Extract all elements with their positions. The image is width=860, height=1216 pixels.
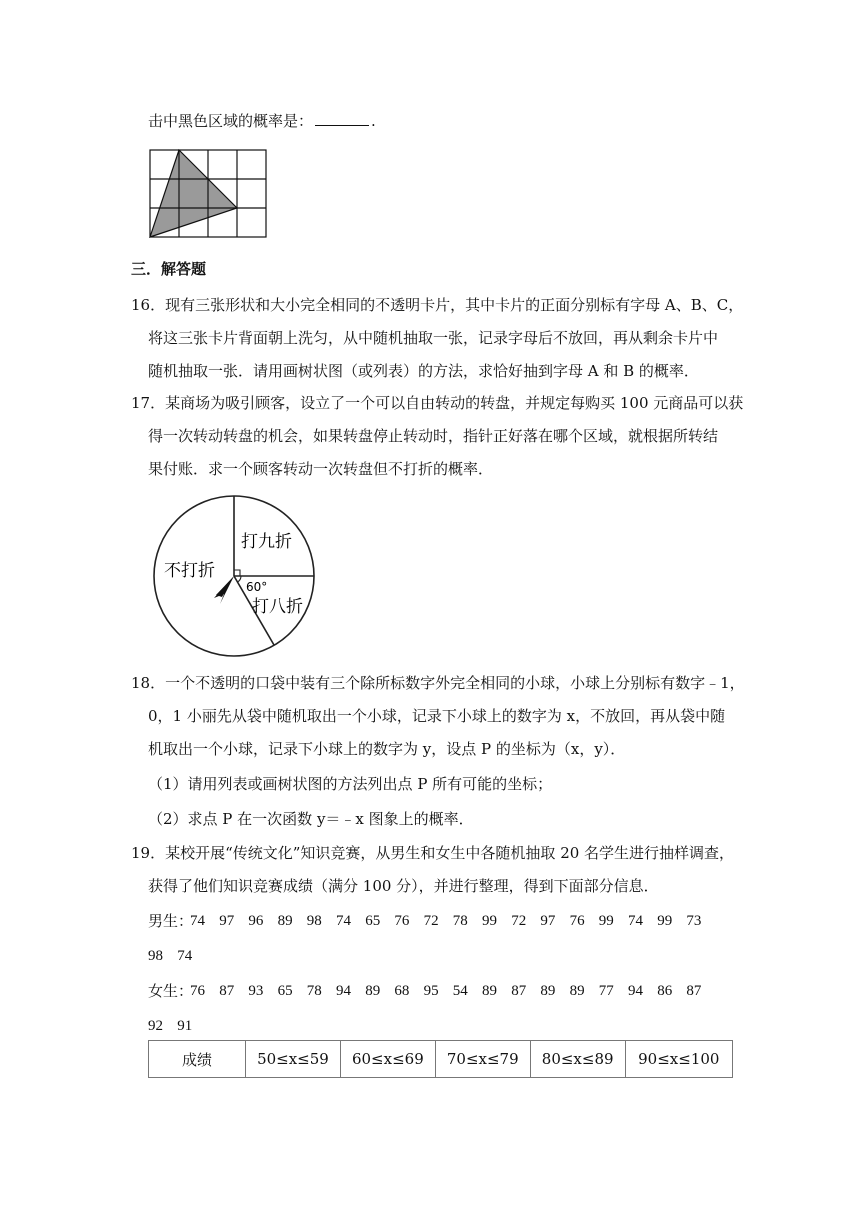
q17-line-1: 17．某商场为吸引顾客，设立了一个可以自由转动的转盘，并规定每购买 100 元商品可以获 (131, 394, 744, 412)
score-value: 74 (190, 913, 205, 929)
score-value: 89 (569, 983, 585, 999)
score-value: 76 (569, 913, 585, 929)
score-value: 86 (657, 983, 673, 999)
score-value: 94 (336, 983, 351, 999)
table-row (149, 1041, 733, 1078)
score-value: 89 (482, 983, 497, 999)
score-value: 87 (686, 983, 702, 999)
score-value: 99 (482, 913, 497, 929)
girls-label: 女生： (148, 982, 194, 1000)
score-value: 73 (686, 913, 702, 929)
score-value: 72 (511, 913, 527, 929)
score-value: 74 (177, 948, 193, 964)
score-value: 74 (336, 913, 351, 929)
q19-line-2: 获得了他们知识竞赛成绩（满分 100 分），并进行整理，得到下面部分信息． (148, 877, 659, 895)
score-value: 96 (248, 913, 264, 929)
boys-label: 男生： (148, 912, 194, 930)
table-header-cell: 成绩 (149, 1041, 246, 1078)
table-header-cell: 50≤x≤59 (246, 1041, 341, 1078)
score-value: 78 (306, 983, 322, 999)
score-value: 76 (190, 983, 205, 999)
table-header-cell: 60≤x≤69 (340, 1041, 435, 1078)
score-value: 76 (394, 913, 410, 929)
q15-text: 击中黑色区域的概率是： (148, 112, 314, 130)
score-value: 99 (657, 913, 673, 929)
score-value: 94 (628, 983, 643, 999)
q15-end: . (371, 112, 376, 130)
score-value: 89 (365, 983, 381, 999)
score-value: 89 (540, 983, 556, 999)
score-value: 99 (598, 913, 614, 929)
q16-line-1: 16．现有三张形状和大小完全相同的不透明卡片，其中卡片的正面分别标有字母 A、B、C， (131, 296, 744, 314)
table-header-cell: 70≤x≤79 (435, 1041, 530, 1078)
grid-triangle-figure (148, 148, 270, 240)
table-header-cell: 80≤x≤89 (530, 1041, 625, 1078)
label-angle: 60° (246, 580, 268, 594)
score-value: 95 (423, 983, 439, 999)
score-value: 68 (394, 983, 410, 999)
q17-line-3: 果付账．求一个顾客转动一次转盘但不打折的概率． (148, 460, 494, 478)
score-value: 98 (148, 948, 163, 964)
score-value: 87 (219, 983, 235, 999)
section-heading: 三．解答题 (131, 260, 207, 278)
score-value: 74 (628, 913, 643, 929)
score-value: 89 (277, 913, 293, 929)
answer-blank (315, 111, 369, 126)
score-value: 93 (248, 983, 264, 999)
score-value: 92 (148, 1018, 163, 1034)
score-range-table (148, 1040, 733, 1078)
label-eighty-off: 打八折 (252, 597, 303, 617)
spinner-wheel (150, 494, 320, 660)
score-value: 78 (452, 913, 468, 929)
q18-line-1: 18．一个不透明的口袋中装有三个除所标数字外完全相同的小球，小球上分别标有数字﹣1， (131, 674, 745, 692)
score-value: 65 (277, 983, 293, 999)
score-value: 54 (452, 983, 468, 999)
q17-line-2: 得一次转动转盘的机会，如果转盘停止转动时，指针正好落在哪个区域，就根据所转结 (148, 427, 719, 445)
score-value: 87 (511, 983, 527, 999)
table-header-cell: 90≤x≤100 (625, 1041, 732, 1078)
q18-line-3: 机取出一个小球，记录下小球上的数字为 y，设点 P 的坐标为（x，y）． (148, 740, 626, 758)
q19-line-1: 19．某校开展“传统文化”知识竞赛，从男生和女生中各随机抽取 20 名学生进行抽样调查， (131, 844, 735, 862)
score-value: 91 (177, 1018, 193, 1034)
q18-line-2: 0，1 小丽先从袋中随机取出一个小球，记录下小球上的数字为 x，不放回，再从袋中随 (148, 707, 726, 725)
q18-part-2: （2）求点 P 在一次函数 y＝﹣x 图象上的概率． (148, 810, 474, 828)
q16-line-2: 将这三张卡片背面朝上洗匀，从中随机抽取一张，记录字母后不放回，再从剩余卡片中 (148, 329, 719, 347)
score-value: 65 (365, 913, 381, 929)
score-value: 72 (423, 913, 439, 929)
score-value: 97 (219, 913, 235, 929)
label-no-discount: 不打折 (164, 561, 215, 581)
label-ninety-off: 打九折 (241, 532, 292, 552)
q18-part-1: （1）请用列表或画树状图的方法列出点 P 所有可能的坐标； (148, 775, 553, 793)
score-value: 97 (540, 913, 556, 929)
q15-line (148, 111, 376, 131)
shaded-triangle (150, 150, 237, 237)
score-value: 77 (598, 983, 614, 999)
q16-line-3: 随机抽取一张．请用画树状图（或列表）的方法，求恰好抽到字母 A 和 B 的概率． (148, 362, 699, 380)
score-value: 98 (306, 913, 322, 929)
